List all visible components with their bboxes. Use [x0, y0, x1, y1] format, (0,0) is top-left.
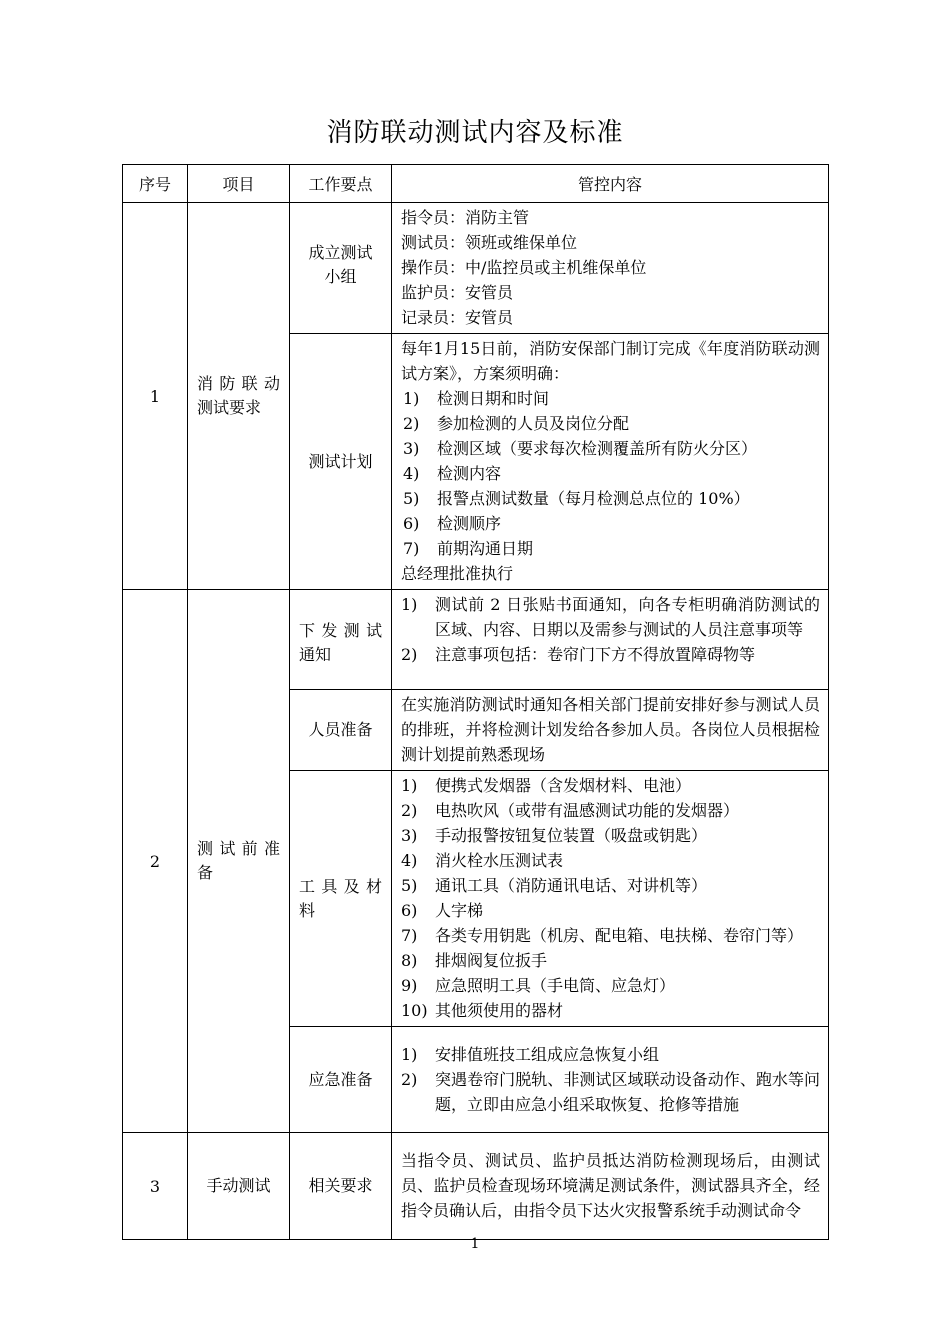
header-control-content: 管控内容: [392, 165, 829, 203]
list-item: 突遇卷帘门脱轨、非测试区域联动设备动作、跑水等问题，立即由应急小组采取恢复、抢修等措施: [435, 1069, 820, 1114]
list-item: 安排值班技工组成应急恢复小组: [435, 1044, 660, 1064]
list-item: 检测顺序: [437, 514, 502, 533]
header-key-points: 工作要点: [290, 165, 392, 203]
key-point: [290, 690, 392, 771]
list-item: 检测内容: [437, 464, 502, 483]
item-number: 1): [403, 389, 420, 408]
content-line: 记录员：安管员: [401, 308, 514, 327]
item-number: 3): [401, 826, 418, 845]
section-index: 3: [123, 1133, 188, 1240]
list-item: 人字梯: [435, 901, 484, 920]
list-item: 消火栓水压测试表: [435, 851, 564, 870]
key-point-line: 应急准备: [308, 1069, 373, 1089]
content-line: 监护员：安管员: [401, 283, 514, 302]
item-number: 10): [401, 1001, 428, 1020]
key-point: [290, 1027, 392, 1133]
key-point: [290, 771, 392, 1027]
section-item: [188, 1133, 290, 1240]
table-row: [123, 1133, 829, 1240]
content-line: 测试员：领班或维保单位: [401, 233, 578, 252]
list-item: 参加检测的人员及岗位分配: [437, 414, 630, 433]
content-intro: 每年1月15日前，消防安保部门制订完成《年度消防联动测试方案》，方案须明确：: [401, 339, 820, 383]
document-title: 消防联动测试内容及标准: [326, 118, 624, 148]
key-point-line: 相关要求: [308, 1176, 373, 1195]
item-number: 1): [401, 1044, 418, 1064]
section-item: [188, 590, 290, 1133]
list-item: 其他须使用的器材: [435, 1001, 564, 1020]
list-item: 测试前 2 日张贴书面通知，向各专柜明确消防测试的区域、内容、日期以及需参与测试的人员注意事项等: [435, 595, 820, 639]
key-point-line: 下 发 测 试: [299, 621, 382, 640]
item-number: 2): [401, 1069, 418, 1089]
list-item: 排烟阀复位扳手: [435, 951, 548, 970]
item-number: 1): [401, 595, 418, 614]
section-item-line: 测 试 前 准: [197, 839, 280, 858]
test-standard-table: [122, 164, 829, 1240]
list-item: 前期沟通日期: [437, 539, 534, 558]
list-item: 电热吹风（或带有温感测试功能的发烟器）: [435, 801, 740, 820]
section-item-line: 备: [197, 863, 214, 882]
control-content: [392, 690, 829, 771]
key-point: [290, 334, 392, 590]
section-index: 2: [123, 590, 188, 1133]
table-row: [123, 203, 829, 334]
control-content: [392, 334, 829, 590]
key-point-line: 小组: [324, 267, 357, 286]
section-item-line: 手动测试: [206, 1176, 271, 1195]
key-point-line: 成立测试: [308, 243, 373, 262]
list-item: 便携式发烟器（含发烟材料、电池）: [435, 776, 692, 795]
list-item: 各类专用钥匙（机房、配电箱、电扶梯、卷帘门等）: [435, 926, 804, 945]
item-number: 4): [403, 464, 420, 483]
item-number: 7): [401, 926, 418, 945]
control-content: [392, 1027, 829, 1133]
list-item: 通讯工具（消防通讯电话、对讲机等）: [435, 876, 708, 895]
section-item-line: 测试要求: [197, 398, 262, 417]
item-number: 5): [403, 489, 420, 508]
section-index: 1: [123, 203, 188, 590]
item-number: 9): [401, 976, 418, 995]
table-row: [123, 590, 829, 690]
key-point: [290, 203, 392, 334]
control-content: [392, 1133, 829, 1240]
key-point-line: 通知: [299, 645, 332, 664]
item-number: 7): [403, 539, 420, 558]
section-item-line: 消 防 联 动: [197, 374, 280, 393]
item-number: 8): [401, 951, 418, 970]
list-item: 检测区域（要求每次检测覆盖所有防火分区）: [437, 439, 758, 458]
key-point-line: 工 具 及 材: [299, 876, 382, 896]
list-item: 注意事项包括：卷帘门下方不得放置障碍物等: [435, 645, 756, 664]
item-number: 5): [401, 876, 418, 895]
key-point-line: 人员准备: [308, 720, 373, 739]
item-number: 4): [401, 851, 418, 870]
item-number: 2): [401, 801, 418, 820]
key-point: [290, 590, 392, 690]
list-item: 应急照明工具（手电筒、应急灯）: [435, 976, 676, 995]
list-item: 检测日期和时间: [437, 389, 550, 408]
control-content: [392, 203, 829, 334]
table-header-row: [123, 165, 829, 203]
section-item: [188, 203, 290, 590]
item-number: 2): [403, 414, 420, 433]
content-outro: 总经理批准执行: [401, 564, 514, 583]
control-content: [392, 590, 829, 690]
item-number: 2): [401, 645, 418, 664]
content-text: 在实施消防测试时通知各相关部门提前安排好参与测试人员的排班，并将检测计划发给各参加人员。各岗位人员根据检测计划提前熟悉现场: [401, 695, 820, 764]
item-number: 1): [401, 776, 418, 795]
item-number: 6): [403, 514, 420, 533]
list-item: 报警点测试数量（每月检测总点位的 10%）: [437, 489, 750, 508]
item-number: 3): [403, 439, 420, 458]
control-content: [392, 771, 829, 1027]
key-point-line: 料: [299, 900, 316, 920]
page-number: 1: [470, 1236, 480, 1252]
header-index: 序号: [123, 165, 188, 203]
key-point-line: 测试计划: [308, 451, 373, 471]
list-item: 手动报警按钮复位装置（吸盘或钥匙）: [435, 826, 708, 845]
item-number: 6): [401, 901, 418, 920]
content-line: 操作员：中/监控员或主机维保单位: [401, 258, 647, 277]
key-point: [290, 1133, 392, 1240]
header-item: 项目: [188, 165, 290, 203]
content-text: 当指令员、测试员、监护员抵达消防检测现场后，由测试员、监护员检查现场环境满足测试条件，测试器具齐全，经指令员确认后，由指令员下达火灾报警系统手动测试命令: [401, 1151, 820, 1220]
content-line: 指令员：消防主管: [401, 208, 530, 227]
